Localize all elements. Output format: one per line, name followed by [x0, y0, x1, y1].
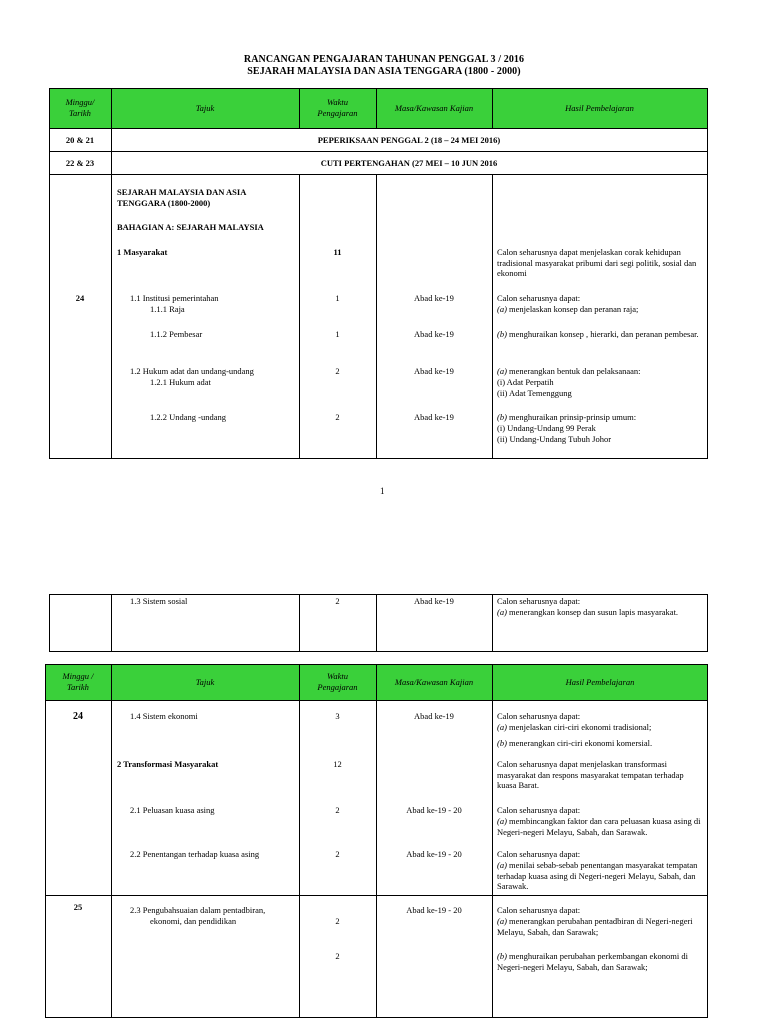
era-cell: Abad ke-19 - 20: [406, 805, 462, 815]
outcome-text: (a) menjelaskan konsep dan peranan raja;: [497, 304, 639, 314]
hours-cell: 2: [335, 805, 340, 815]
subtopic: 1.1.1 Raja: [150, 304, 185, 314]
outcome-text: Calon seharusnya dapat:: [497, 805, 581, 815]
outcome-text: (a) menjelaskan ciri-ciri ekonomi tradisional;: [497, 722, 652, 732]
era-cell: Abad ke-19 - 20: [406, 849, 462, 859]
subtopic: 2.1 Peluasan kuasa asing: [130, 805, 215, 815]
page-number: 1: [380, 486, 385, 496]
subtopic: 1.2.1 Hukum adat: [150, 377, 211, 387]
header-tajuk: Tajuk: [195, 102, 215, 113]
header-minggu: Minggu/ Tarikh: [65, 97, 95, 118]
subtopic: 1.4 Sistem ekonomi: [130, 711, 198, 721]
era-cell: Abad ke-19 - 20: [406, 905, 462, 915]
hours-cell: 3: [335, 711, 340, 721]
hours-cell: 11: [333, 247, 342, 257]
hours-cell: 2: [335, 596, 340, 606]
outcome-text: (a) menilai sebab-sebab penentangan masyarakat tempatan terhadap kuasa asing di Negeri-negeri Melayu, Sabah, dan Sarawak.: [497, 860, 698, 891]
era-cell: Abad ke-19: [414, 711, 454, 721]
era-cell: Abad ke-19: [414, 412, 454, 422]
header-waktu: Waktu Pengajaran: [317, 671, 358, 692]
outcome-text: (ii) Adat Temenggung: [497, 388, 572, 398]
outcome-text: (a) membincangkan faktor dan cara peluasan kuasa asing di Negeri-negeri Melayu, Sabah, dan Sarawak.: [497, 816, 701, 837]
era-cell: Abad ke-19: [414, 329, 454, 339]
exam-row-text: PEPERIKSAAN PENGGAL 2 (18 – 24 MEI 2016): [317, 135, 501, 145]
era-cell: Abad ke-19: [414, 293, 454, 303]
header-minggu: Minggu / Tarikh: [62, 671, 94, 692]
outcome-text: (b) menghuraikan prinsip-prinsip umum:: [497, 412, 637, 422]
header-hasil: Hasil Pembelajaran: [565, 102, 634, 113]
outcome-text: (b) menghuraikan perubahan perkembangan ekonomi di Negeri-negeri Melayu, Sabah, dan Sarawak;: [497, 951, 688, 972]
outcome-text: (i) Undang-Undang 99 Perak: [497, 423, 596, 433]
week-cell: 22 & 23: [65, 158, 95, 168]
outcome-text: Calon seharusnya dapat:: [497, 293, 581, 303]
hours-cell: 2: [335, 916, 340, 926]
hours-cell: 2: [335, 849, 340, 859]
hours-cell: 1: [335, 329, 340, 339]
subtopic: 1.1 Institusi pemerintahan: [130, 293, 219, 303]
outcome-text: (ii) Undang-Undang Tubuh Johor: [497, 434, 612, 444]
outcome-text: Calon seharusnya dapat:: [497, 711, 581, 721]
outcome-text: (b) menerangkan ciri-ciri ekonomi komersial.: [497, 738, 653, 748]
header-hasil: Hasil Pembelajaran: [565, 676, 635, 687]
outcome-text: (b) menghuraikan konsep , hierarki, dan peranan pembesar.: [497, 329, 699, 339]
outcome-text: Calon seharusnya dapat:: [497, 849, 581, 859]
hours-cell: 2: [335, 366, 340, 376]
holiday-row-text: CUTI PERTENGAHAN (27 MEI – 10 JUN 2016: [320, 158, 498, 168]
outcome-text: Calon seharusnya dapat:: [497, 905, 581, 915]
header-waktu: Waktu Pengajaran: [317, 97, 358, 118]
topic-title: 1 Masyarakat: [117, 247, 168, 257]
part-heading: BAHAGIAN A: SEJARAH MALAYSIA: [117, 222, 264, 232]
subtopic: 2.2 Penentangan terhadap kuasa asing: [130, 849, 260, 859]
outcome-text: Calon seharusnya dapat menjelaskan corak kehidupan tradisional masyarakat pribumi dari segi politik, sosial dan ekonomi: [497, 247, 697, 278]
subtopic: ekonomi, dan pendidikan: [150, 916, 237, 926]
hours-cell: 12: [333, 759, 342, 769]
week-cell: 24: [73, 711, 83, 722]
header-tajuk: Tajuk: [195, 676, 215, 687]
subtopic: 2.3 Pengubahsuaian dalam pentadbiran,: [130, 905, 266, 915]
outcome-text: (a) menerangkan bentuk dan pelaksanaan:: [497, 366, 641, 376]
section-heading: TENGGARA (1800-2000): [117, 198, 211, 208]
week-cell: 25: [73, 902, 83, 912]
week-cell: 20 & 21: [65, 135, 95, 145]
document-title-line2: SEJARAH MALAYSIA DAN ASIA TENGGARA (1800 - 2000): [247, 66, 521, 77]
section-heading: SEJARAH MALAYSIA DAN ASIA: [117, 187, 247, 197]
subtopic: 1.2 Hukum adat dan undang-undang: [130, 366, 254, 376]
topic-title: 2 Transformasi Masyarakat: [117, 759, 219, 769]
outcome-text: Calon seharusnya dapat:: [497, 596, 581, 606]
era-cell: Abad ke-19: [414, 596, 454, 606]
hours-cell: 2: [335, 951, 340, 961]
outcome-text: Calon seharusnya dapat menjelaskan transformasi masyarakat dan respons masyarakat tempatan terhadap kuasa Barat.: [497, 759, 684, 790]
outcome-text: (a) menerangkan perubahan pentadbiran di Negeri-negeri Melayu, Sabah, dan Sarawak;: [497, 916, 693, 937]
subtopic: 1.3 Sistem sosial: [130, 596, 188, 606]
subtopic: 1.2.2 Undang -undang: [150, 412, 227, 422]
hours-cell: 2: [335, 412, 340, 422]
header-masa: Masa/Kawasan Kajian: [394, 102, 474, 113]
era-cell: Abad ke-19: [414, 366, 454, 376]
week-cell: 24: [75, 293, 85, 303]
header-masa: Masa/Kawasan Kajian: [394, 676, 474, 687]
hours-cell: 1: [335, 293, 340, 303]
document-title-line1: RANCANGAN PENGAJARAN TAHUNAN PENGGAL 3 / 2016: [243, 54, 525, 65]
outcome-text: (a) menerangkan konsep dan susun lapis masyarakat.: [497, 607, 679, 617]
subtopic: 1.1.2 Pembesar: [150, 329, 203, 339]
outcome-text: (i) Adat Perpatih: [497, 377, 554, 387]
